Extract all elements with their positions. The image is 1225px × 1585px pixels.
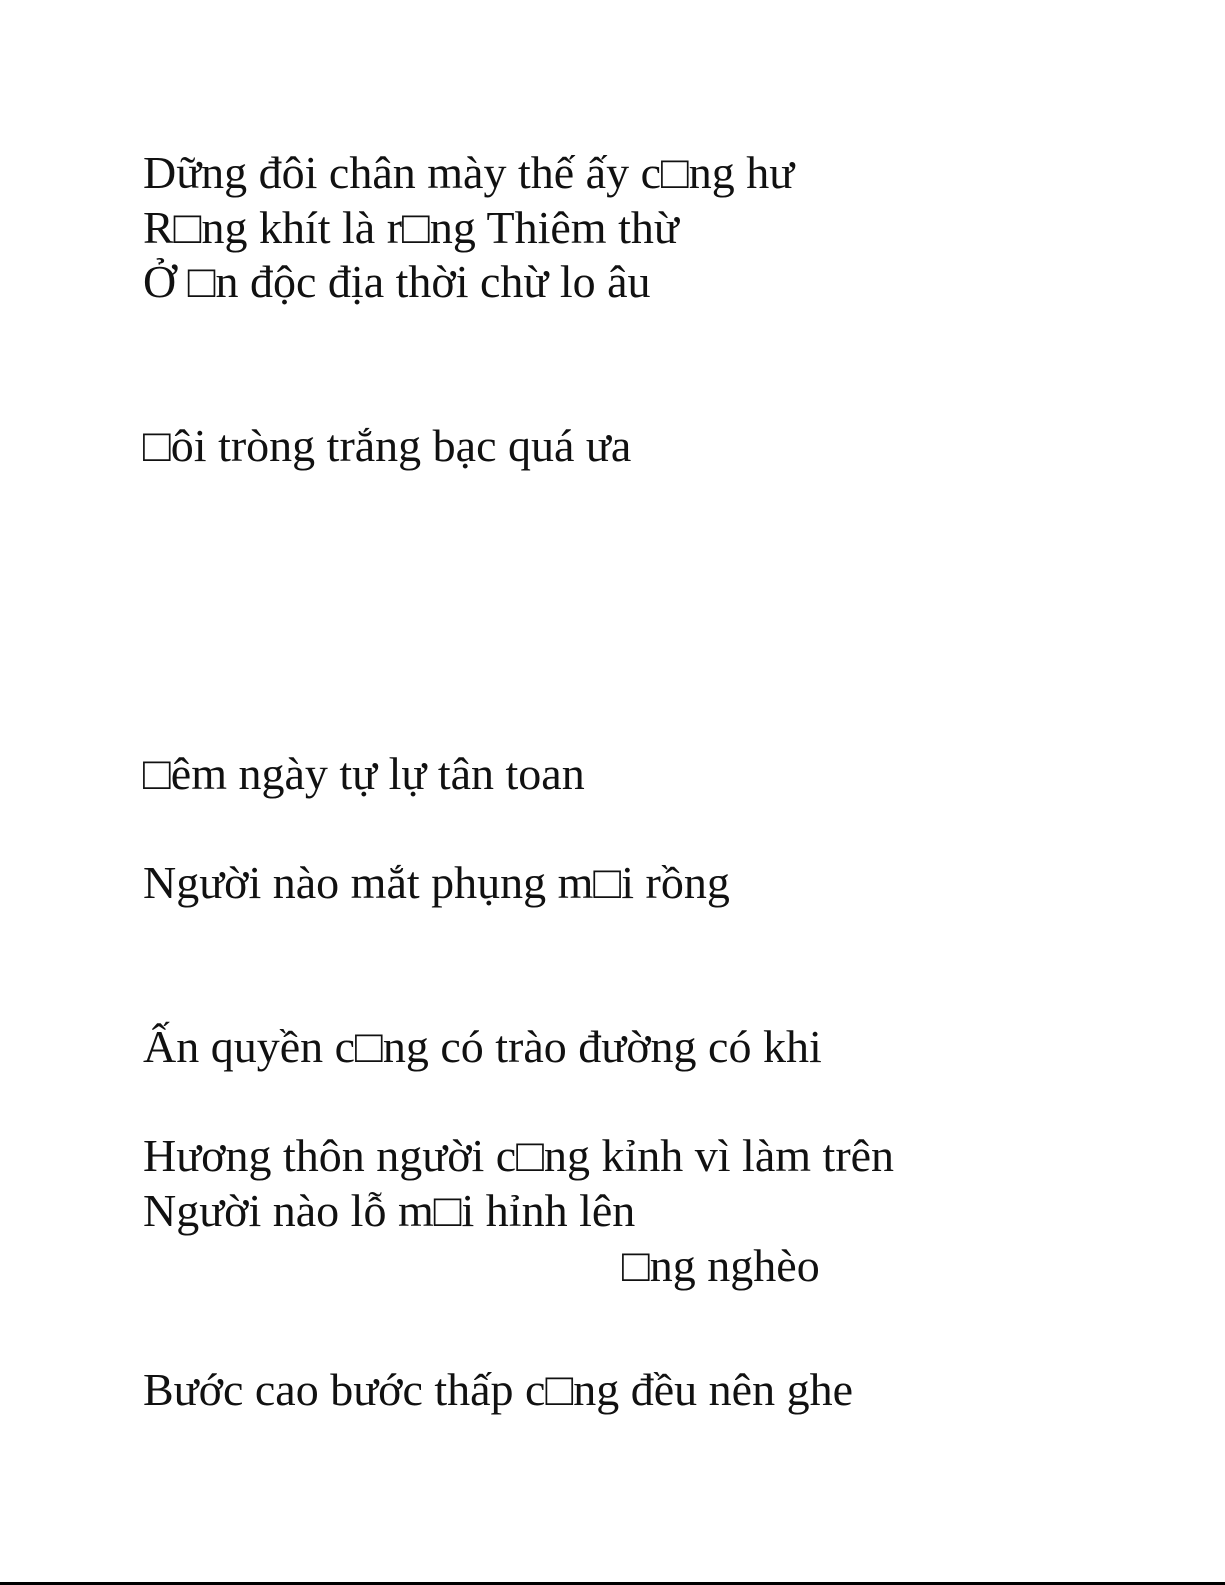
- poem-line-9: Người nào lỗ m□i hỉnh lên: [143, 1185, 636, 1236]
- poem-line-6: Người nào mắt phụng m□i rồng: [143, 857, 730, 908]
- poem-line-11: Bước cao bước thấp c□ng đều nên ghe: [143, 1364, 854, 1415]
- poem-line-8: Hương thôn người c□ng kỉnh vì làm trên: [143, 1130, 895, 1181]
- poem-line-10: □ng nghèo: [622, 1240, 820, 1291]
- poem-line-2: R□ng khít là r□ng Thiêm thừ: [143, 202, 679, 253]
- poem-line-4: □ôi tròng trắng bạc quá ưa: [143, 420, 632, 471]
- poem-line-5: □êm ngày tự lự tân toan: [143, 748, 585, 799]
- poem-line-7: Ấn quyền c□ng có trào đường có khi: [143, 1021, 822, 1072]
- poem-line-3: Ở □n độc địa thời chừ lo âu: [143, 256, 651, 307]
- poem-line-1: Dững đôi chân mày thế ấy c□ng hư: [143, 147, 795, 198]
